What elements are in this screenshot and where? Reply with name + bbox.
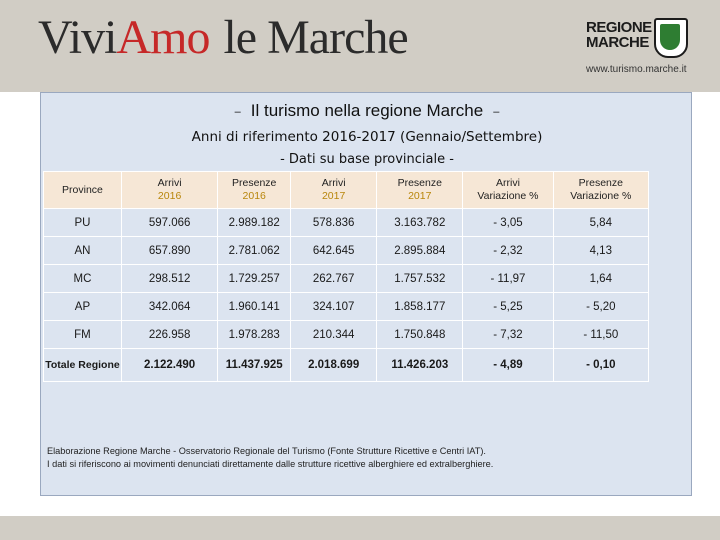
cell-presenze-variazione: 1,64 xyxy=(553,265,648,293)
cell-arrivi-2016: 342.064 xyxy=(121,293,217,321)
cell-province: AP xyxy=(44,293,122,321)
header-arrivi-2016: Arrivi 2016 xyxy=(121,172,217,209)
cell-total-presenze-2016: 11.437.925 xyxy=(218,349,291,382)
cell-arrivi-variazione: - 11,97 xyxy=(463,265,553,293)
cell-total-presenze-variazione: - 0,10 xyxy=(553,349,648,382)
header-province: Province xyxy=(44,172,122,209)
subtitle-years: Anni di riferimento 2016-2017 (Gennaio/Settembre) xyxy=(191,129,543,145)
cell-presenze-2017: 3.163.782 xyxy=(377,209,463,237)
cell-total-arrivi-2017: 2.018.699 xyxy=(291,349,377,382)
table-row xyxy=(44,265,649,293)
cell-presenze-2016: 1.729.257 xyxy=(218,265,291,293)
tourism-table xyxy=(43,171,649,382)
subtitle-basis: - Dati su base provinciale - xyxy=(280,152,454,167)
shield-icon xyxy=(654,18,688,58)
cell-province: PU xyxy=(44,209,122,237)
brand-logo xyxy=(38,10,408,65)
cell-arrivi-2017: 324.107 xyxy=(291,293,377,321)
title-text: Il turismo nella regione Marche xyxy=(250,101,484,120)
cell-presenze-2017: 2.895.884 xyxy=(377,237,463,265)
cell-presenze-2016: 1.960.141 xyxy=(218,293,291,321)
table-row xyxy=(44,237,649,265)
total-row xyxy=(44,349,649,382)
content-panel xyxy=(40,92,692,496)
cell-arrivi-2017: 210.344 xyxy=(291,321,377,349)
cell-total-arrivi-variazione: - 4,89 xyxy=(463,349,553,382)
header-presenze-2016: Presenze 2016 xyxy=(218,172,291,209)
cell-arrivi-2016: 597.066 xyxy=(121,209,217,237)
footer-bar xyxy=(0,516,720,540)
cell-presenze-variazione: 5,84 xyxy=(553,209,648,237)
cell-total-label: Totale Regione xyxy=(44,349,122,382)
table-row xyxy=(44,321,649,349)
cell-arrivi-variazione: - 3,05 xyxy=(463,209,553,237)
cell-arrivi-2016: 226.958 xyxy=(121,321,217,349)
cell-arrivi-2017: 642.645 xyxy=(291,237,377,265)
cell-presenze-2017: 1.757.532 xyxy=(377,265,463,293)
cell-arrivi-variazione: - 5,25 xyxy=(463,293,553,321)
header-arrivi-variazione: Arrivi Variazione % xyxy=(463,172,553,209)
cell-total-arrivi-2016: 2.122.490 xyxy=(121,349,217,382)
title-dash-left: – xyxy=(234,105,241,118)
website-url: www.turismo.marche.it xyxy=(586,64,687,75)
title-dash-right: – xyxy=(493,105,500,118)
cell-total-presenze-2017: 11.426.203 xyxy=(377,349,463,382)
header-presenze-2017: Presenze 2017 xyxy=(377,172,463,209)
cell-arrivi-2017: 578.836 xyxy=(291,209,377,237)
cell-presenze-2017: 1.858.177 xyxy=(377,293,463,321)
footnote-line2: I dati si riferiscono ai movimenti denunciati direttamente dalle strutture ricettive alberghiere ed extralberghiere. xyxy=(47,459,494,469)
cell-arrivi-variazione: - 2,32 xyxy=(463,237,553,265)
logo-line2: MARCHE xyxy=(586,34,649,51)
logo-text xyxy=(586,20,652,50)
header-bar xyxy=(0,0,720,92)
cell-presenze-variazione: 4,13 xyxy=(553,237,648,265)
brand-part2: Amo xyxy=(116,11,210,64)
logo-line1: REGIONE xyxy=(586,19,652,36)
table-row xyxy=(44,209,649,237)
cell-province: FM xyxy=(44,321,122,349)
cell-presenze-2016: 2.781.062 xyxy=(218,237,291,265)
cell-presenze-2016: 2.989.182 xyxy=(218,209,291,237)
cell-presenze-2017: 1.750.848 xyxy=(377,321,463,349)
table-row xyxy=(44,293,649,321)
header-presenze-variazione: Presenze Variazione % xyxy=(553,172,648,209)
cell-province: AN xyxy=(44,237,122,265)
source-footnote xyxy=(47,445,687,471)
cell-presenze-variazione: - 11,50 xyxy=(553,321,648,349)
header-arrivi-2017: Arrivi 2017 xyxy=(291,172,377,209)
cell-arrivi-variazione: - 7,32 xyxy=(463,321,553,349)
brand-part1: Vivi xyxy=(38,11,117,64)
cell-province: MC xyxy=(44,265,122,293)
footnote-line1: Elaborazione Regione Marche - Osservatorio Regionale del Turismo (Fonte Strutture Ricettive e Centri IAT). xyxy=(47,446,486,456)
cell-arrivi-2016: 298.512 xyxy=(121,265,217,293)
table-header-row xyxy=(44,172,649,209)
cell-presenze-2016: 1.978.283 xyxy=(218,321,291,349)
cell-presenze-variazione: - 5,20 xyxy=(553,293,648,321)
main-title xyxy=(41,101,693,121)
cell-arrivi-2016: 657.890 xyxy=(121,237,217,265)
brand-part3: le Marche xyxy=(223,11,408,64)
cell-arrivi-2017: 262.767 xyxy=(291,265,377,293)
regione-marche-logo xyxy=(582,14,692,62)
